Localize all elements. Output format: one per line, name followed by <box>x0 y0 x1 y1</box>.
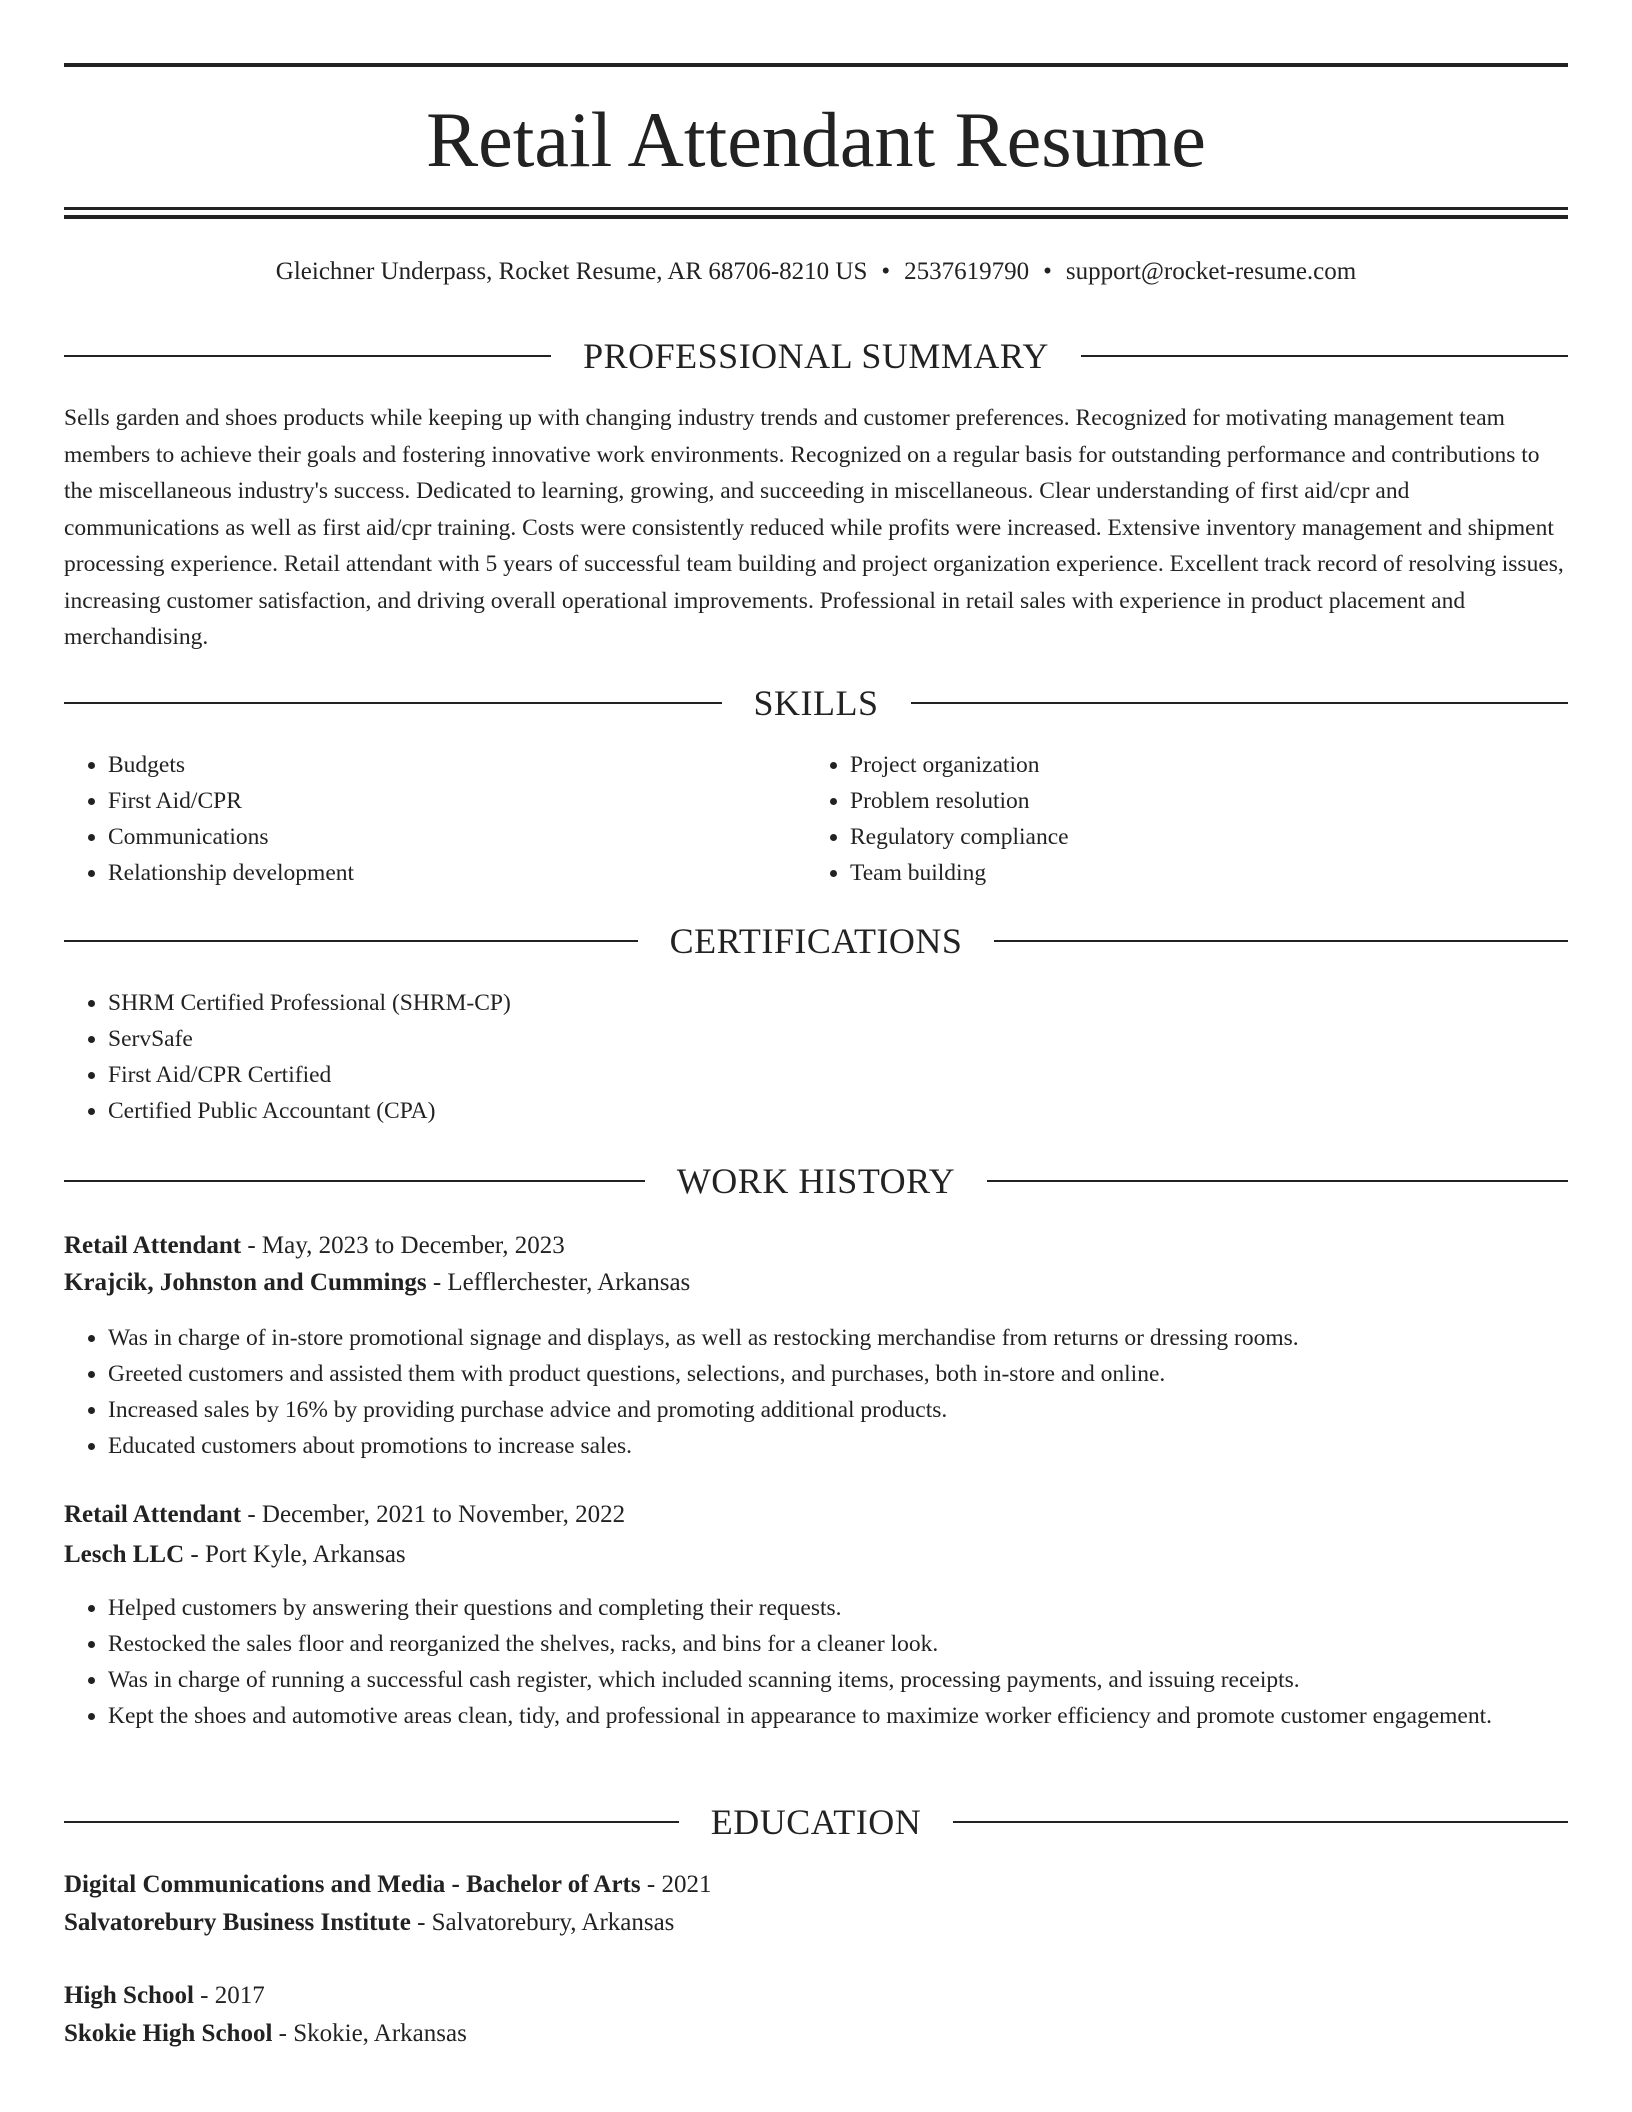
certifications-list <box>64 985 1568 1129</box>
job-company: Lesch LLC <box>64 1541 185 1568</box>
skill-item: • Regulatory compliance <box>850 819 1550 855</box>
section-rule <box>64 940 638 942</box>
top-rule <box>64 63 1568 67</box>
job-bullets <box>64 1590 1568 1734</box>
job-title-line <box>64 1497 625 1533</box>
summary-text: Sells garden and shoes products while keeping up with changing industry trends and customer preferences. Recognized for motivating management team members to achieve their goals and fostering innovative work environments. Recognized on a regular basis for outstanding performance and contributions to the miscellaneous industry's success. Dedicated to learning, growing, and succeeding in miscellaneous. Clear understanding of first aid/cpr and communications as well as first aid/cpr training. Costs were consistently reduced while profits were increased. Extensive inventory management and shipment processing experience. Retail attendant with 5 years of successful team building and project organization experience. Excellent track record of resolving issues, increasing customer satisfaction, and driving overall operational improvements. Professional in retail sales with experience in product placement and merchandising. <box>64 405 1564 650</box>
job-bullet: • Kept the shoes and automotive areas clean, tidy, and professional in appearance to maximize worker efficiency and promote customer engagement. <box>108 1698 1568 1734</box>
job-bullets <box>64 1320 1568 1464</box>
section-rule <box>1081 355 1568 357</box>
certification-item: • ServSafe <box>108 1021 1568 1057</box>
contact-email: support@rocket-resume.com <box>1065 258 1357 285</box>
job-bullet: • Was in charge of in-store promotional signage and displays, as well as restocking merchandise from returns or dressing rooms. <box>108 1320 1568 1356</box>
section-title: PROFESSIONAL SUMMARY <box>583 336 1049 376</box>
section-rule <box>64 702 722 704</box>
title-rule-upper <box>64 207 1568 210</box>
job-company-line <box>64 1265 690 1301</box>
section-rule <box>64 1180 645 1182</box>
section-title: WORK HISTORY <box>676 1161 956 1201</box>
job-bullet: • Was in charge of running a successful cash register, which included scanning items, processing payments, and issuing receipts. <box>108 1662 1568 1698</box>
skill-item: • Budgets <box>108 747 808 783</box>
section-title: SKILLS <box>753 683 879 723</box>
job-title: Retail Attendant <box>64 1232 242 1259</box>
job-bullet: • Greeted customers and assisted them with product questions, selections, and purchases, both in-store and online. <box>108 1356 1568 1392</box>
skill-item: • Relationship development <box>108 855 808 891</box>
skill-item: • Communications <box>108 819 808 855</box>
education-degree-line <box>64 1867 711 1903</box>
skill-item: • Problem resolution <box>850 783 1550 819</box>
education-location: - Salvatorebury, Arkansas <box>410 1909 675 1936</box>
section-header-certifications <box>64 919 1568 963</box>
job-title-line <box>64 1228 565 1264</box>
job-bullet: • Educated customers about promotions to increase sales. <box>108 1428 1568 1464</box>
section-title: EDUCATION <box>710 1802 922 1842</box>
section-header-work <box>64 1159 1568 1203</box>
section-rule <box>994 940 1568 942</box>
job-dates: - December, 2021 to November, 2022 <box>241 1501 626 1528</box>
job-dates: - May, 2023 to December, 2023 <box>241 1232 565 1259</box>
education-school-line <box>64 2016 467 2052</box>
education-degree: Digital Communications and Media - Bachelor of Arts <box>64 1871 641 1898</box>
certification-item: • First Aid/CPR Certified <box>108 1057 1568 1093</box>
education-year: - 2017 <box>193 1982 265 2009</box>
certification-item: • SHRM Certified Professional (SHRM-CP) <box>108 985 1568 1021</box>
education-degree: High School <box>64 1982 194 2009</box>
job-bullet: • Increased sales by 16% by providing purchase advice and promoting additional products. <box>108 1392 1568 1428</box>
skills-list-left <box>64 747 808 891</box>
skills-list-right <box>806 747 1550 891</box>
education-year: - 2021 <box>640 1871 712 1898</box>
contact-address: Gleichner Underpass, Rocket Resume, AR 68706-8210 US <box>275 258 868 285</box>
job-company-line <box>64 1537 406 1573</box>
skill-item: • Project organization <box>850 747 1550 783</box>
contact-phone: 2537619790 <box>904 258 1030 285</box>
education-school-line <box>64 1905 674 1941</box>
job-title: Retail Attendant <box>64 1501 242 1528</box>
job-bullet: • Restocked the sales floor and reorganized the shelves, racks, and bins for a cleaner look. <box>108 1626 1568 1662</box>
skill-item: • First Aid/CPR <box>108 783 808 819</box>
education-degree-line <box>64 1978 265 2014</box>
education-location: - Skokie, Arkansas <box>272 2020 467 2047</box>
section-rule <box>987 1180 1568 1182</box>
job-location: - Lefflerchester, Arkansas <box>426 1269 691 1296</box>
section-title: CERTIFICATIONS <box>669 921 963 961</box>
contact-separator: • <box>1043 258 1052 285</box>
job-bullet: • Helped customers by answering their questions and completing their requests. <box>108 1590 1568 1626</box>
section-rule <box>64 1821 679 1823</box>
education-school: Skokie High School <box>64 2020 273 2047</box>
education-school: Salvatorebury Business Institute <box>64 1909 411 1936</box>
section-header-skills <box>64 681 1568 725</box>
page-title: Retail Attendant Resume <box>426 96 1206 183</box>
section-rule <box>953 1821 1568 1823</box>
section-header-summary <box>64 334 1568 378</box>
skill-item: • Team building <box>850 855 1550 891</box>
contact-line <box>64 255 1568 289</box>
certification-item: • Certified Public Accountant (CPA) <box>108 1093 1568 1129</box>
title-rule-lower <box>64 215 1568 219</box>
section-rule <box>64 355 551 357</box>
section-header-education <box>64 1800 1568 1844</box>
job-company: Krajcik, Johnston and Cummings <box>64 1269 427 1296</box>
contact-separator: • <box>881 258 891 285</box>
section-rule <box>911 702 1569 704</box>
job-location: - Port Kyle, Arkansas <box>184 1541 406 1568</box>
